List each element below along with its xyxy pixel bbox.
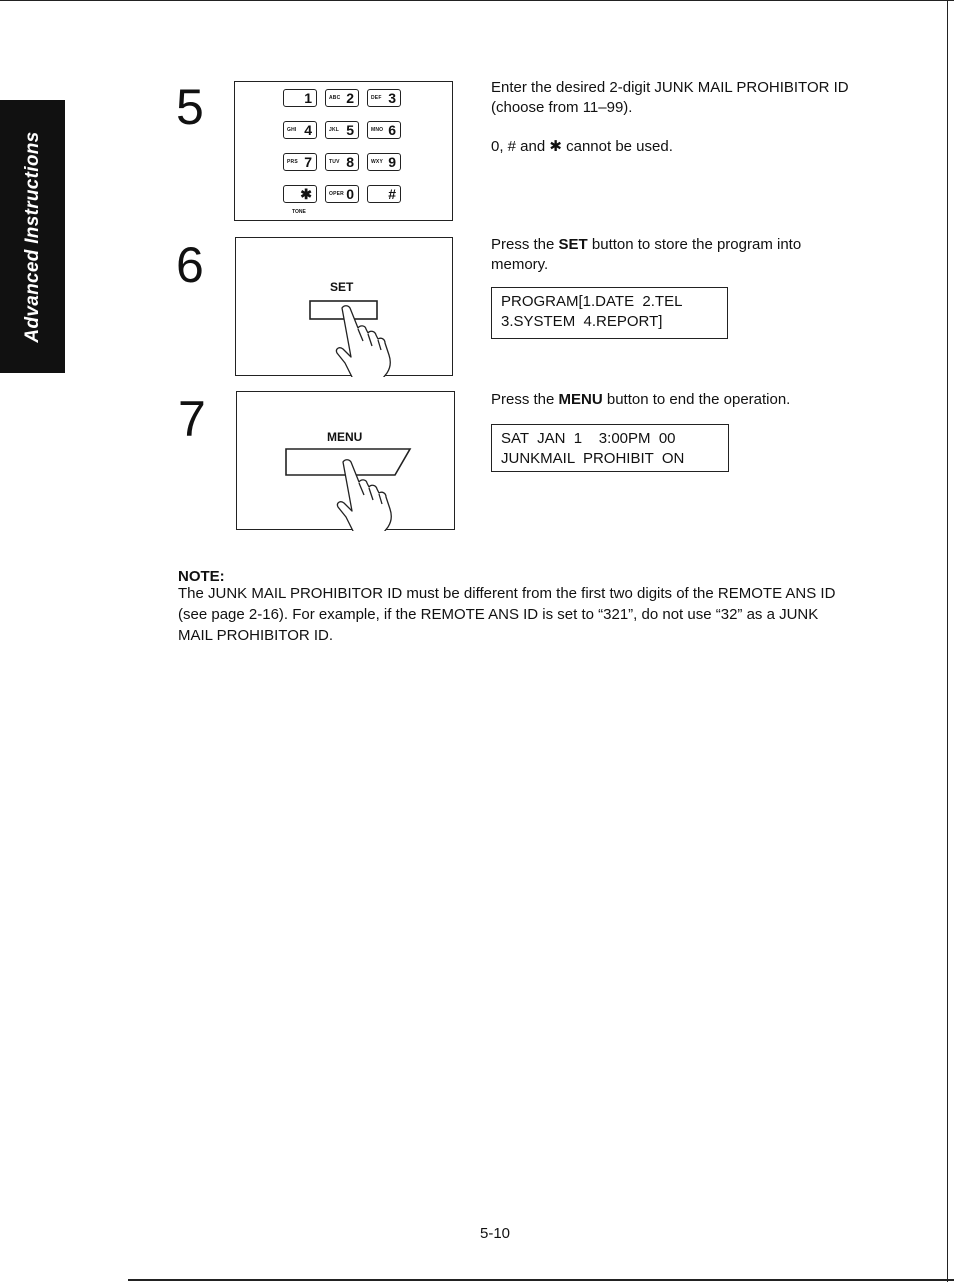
bottom-rule	[128, 1279, 954, 1281]
step-5-text-line-2: (choose from 11–99).	[491, 99, 633, 116]
step-6-text-pre: Press the	[491, 236, 559, 253]
step-5-keypad-illustration	[234, 81, 453, 221]
keypad-key-10	[283, 185, 317, 203]
keypad-key-1	[283, 89, 317, 107]
keypad-key-digit: #	[388, 186, 396, 202]
keypad-key-letters: WXY	[371, 159, 383, 165]
keypad-key-digit: ✱	[300, 186, 312, 202]
step-7-text-post: button to end the operation.	[602, 391, 791, 408]
keypad-key-letters: GHI	[287, 127, 297, 133]
keypad-key-digit: 9	[388, 154, 396, 170]
keypad-key-letters: MNO	[371, 127, 384, 133]
menu-button-press-drawing	[237, 392, 456, 531]
keypad-key-letters: JKL	[329, 127, 340, 133]
keypad-key-digit: 7	[304, 154, 312, 170]
step-6-text-bold: SET	[558, 236, 588, 253]
keypad-key-digit: 3	[388, 90, 396, 106]
keypad-key-digit: 0	[346, 186, 354, 202]
keypad-key-letters: ABC	[329, 95, 341, 101]
step-7-text-bold: MENU	[558, 391, 603, 408]
keypad-key-digit: 5	[346, 122, 354, 138]
page-number: 5-10	[480, 1225, 511, 1242]
note-body	[178, 583, 898, 646]
keypad-key-2	[325, 89, 359, 107]
step-7-text-pre: Press the	[491, 391, 559, 408]
step-7-menu-illustration	[236, 391, 455, 530]
menu-button-label: MENU	[327, 430, 363, 444]
keypad-key-digit: 8	[346, 154, 354, 170]
keypad-key-5	[325, 121, 359, 139]
step-6-text-line-2: memory.	[491, 256, 549, 273]
tone-label: TONE	[292, 209, 306, 215]
keypad-key-letters: PRS	[287, 159, 298, 165]
step-5-description	[491, 78, 911, 157]
step-5-number: 5	[176, 79, 204, 135]
keypad-key-9	[367, 153, 401, 171]
step-5-text-line-1: Enter the desired 2-digit JUNK MAIL PROHIBITOR ID	[491, 79, 849, 96]
step-5-text-line-3: 0, # and ✱ cannot be used.	[491, 138, 673, 155]
step-6-display-readout: PROGRAM[1.DATE 2.TEL 3.SYSTEM 4.REPORT]	[491, 287, 728, 339]
note-line-2: (see page 2-16). For example, if the REMOTE ANS ID is set to “321”, do not use “32” as a JUNK	[178, 606, 819, 623]
step-7-display-readout: SAT JAN 1 3:00PM 00 JUNKMAIL PROHIBIT ON	[491, 424, 729, 472]
step-6-number: 6	[176, 237, 204, 293]
keypad-key-7	[283, 153, 317, 171]
keypad-key-letters: DEF	[371, 95, 382, 101]
section-side-tab	[0, 100, 65, 373]
step-6-set-illustration	[235, 237, 453, 376]
keypad-key-6	[367, 121, 401, 139]
keypad-key-digit: 4	[304, 122, 312, 138]
keypad-key-12	[367, 185, 401, 203]
top-rule	[0, 0, 954, 1]
step-7-text-line-1	[491, 390, 911, 410]
keypad-key-8	[325, 153, 359, 171]
section-side-tab-label: Advanced Instructions	[21, 130, 43, 343]
right-margin-rule	[947, 0, 948, 1282]
step-7-description	[491, 390, 911, 410]
set-button-label: SET	[330, 280, 354, 294]
set-button-press-drawing	[236, 238, 454, 377]
keypad-key-3	[367, 89, 401, 107]
note-line-1: The JUNK MAIL PROHIBITOR ID must be different from the first two digits of the REMOTE ANS ID	[178, 585, 836, 602]
keypad-key-digit: 2	[346, 90, 354, 106]
keypad-key-11	[325, 185, 359, 203]
note-line-3: MAIL PROHIBITOR ID.	[178, 627, 334, 644]
keypad-key-digit: 1	[304, 90, 312, 106]
keypad	[283, 89, 413, 214]
step-6-text-post: button to store the program into	[587, 236, 802, 253]
keypad-key-4	[283, 121, 317, 139]
note-title: NOTE:	[178, 568, 225, 585]
keypad-key-letters: OPER	[329, 191, 344, 197]
step-6-text-line-1	[491, 235, 911, 255]
step-6-description	[491, 235, 911, 275]
keypad-key-digit: 6	[388, 122, 396, 138]
keypad-key-letters: TUV	[329, 159, 340, 165]
step-7-number: 7	[178, 391, 206, 447]
